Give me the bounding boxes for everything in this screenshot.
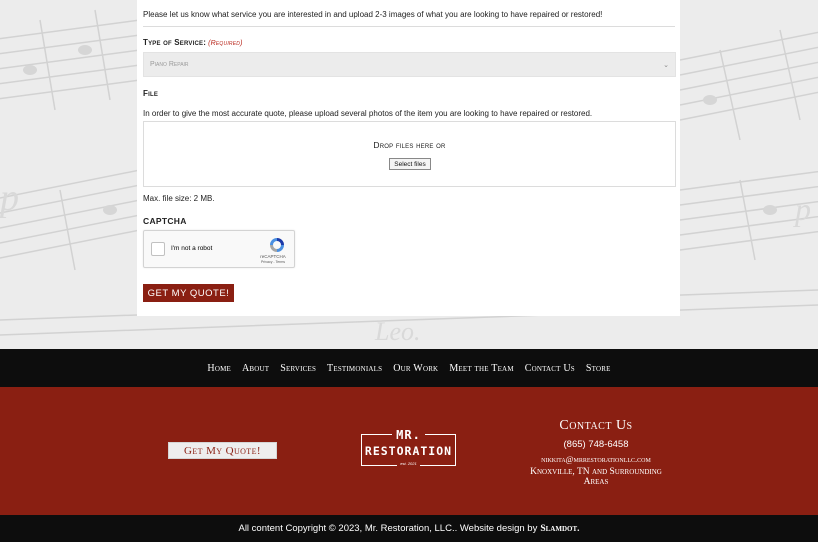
logo-est: est. 2021 <box>397 461 419 466</box>
footer-quote-button[interactable]: Get My Quote! <box>168 442 277 459</box>
logo-top: MR. <box>392 428 425 442</box>
service-select-value: Piano Repair <box>150 61 189 68</box>
recaptcha-widget <box>143 230 295 268</box>
contact-phone[interactable]: (865) 748-6458 <box>563 439 629 450</box>
service-label: Type of Service: (Required) <box>143 38 243 47</box>
form-intro: Please let us know what service you are interested in and upload 2-3 images of what you are looking to have repaired or restored! <box>143 10 603 19</box>
captcha-label: CAPTCHA <box>143 216 187 226</box>
select-files-button[interactable]: Select files <box>389 158 431 170</box>
designer-link[interactable]: Slamdot. <box>540 523 580 534</box>
nav-meet-the-team[interactable]: Meet the Team <box>449 362 514 374</box>
copyright-text: All content Copyright © 2023, Mr. Restoration, LLC.. Website design by <box>238 523 538 534</box>
footer <box>0 387 818 515</box>
required-tag: (Required) <box>208 40 243 47</box>
nav-contact-us[interactable]: Contact Us <box>524 362 575 374</box>
quote-form <box>137 0 680 316</box>
contact-heading: Contact Us <box>559 418 633 433</box>
submit-quote-button[interactable]: GET MY QUOTE! <box>143 284 234 302</box>
nav-about[interactable]: About <box>241 362 270 374</box>
recaptcha-logo-icon <box>268 236 286 256</box>
contact-location: Knoxville, TN and Surrounding Areas <box>530 467 662 487</box>
file-help-text: In order to give the most accurate quote, please upload several photos of the item you are looking to have repaired or restored. <box>143 109 593 118</box>
service-select[interactable] <box>143 52 676 77</box>
svg-text:p: p <box>0 177 19 219</box>
recaptcha-checkbox[interactable] <box>151 242 165 256</box>
nav-services[interactable]: Services <box>280 362 317 374</box>
svg-text:p: p <box>795 191 811 227</box>
nav-our-work[interactable]: Our Work <box>393 362 439 374</box>
svg-text:Leo.: Leo. <box>375 317 421 346</box>
nav-home[interactable]: Home <box>207 362 231 374</box>
brand-logo[interactable] <box>361 428 456 466</box>
drop-text: Drop files here or <box>373 140 446 150</box>
nav-testimonials[interactable]: Testimonials <box>327 362 383 374</box>
max-file-size: Max. file size: 2 MB. <box>143 194 215 203</box>
recaptcha-label: I'm not a robot <box>171 245 213 252</box>
chevron-down-icon: ⌄ <box>663 61 669 69</box>
footer-contact <box>520 418 672 487</box>
copyright-bar <box>0 515 818 542</box>
recaptcha-terms-link[interactable]: Privacy - Terms <box>260 260 286 264</box>
main-nav <box>0 349 818 387</box>
file-drop-zone[interactable] <box>143 121 676 187</box>
recaptcha-brand: reCAPTCHA <box>260 254 286 259</box>
nav-store[interactable]: Store <box>585 362 611 374</box>
file-label: File <box>143 89 159 98</box>
divider <box>143 26 675 27</box>
contact-email[interactable]: nikkita@mrrestorationllc.com <box>541 454 651 464</box>
logo-main: RESTORATION <box>364 444 453 458</box>
